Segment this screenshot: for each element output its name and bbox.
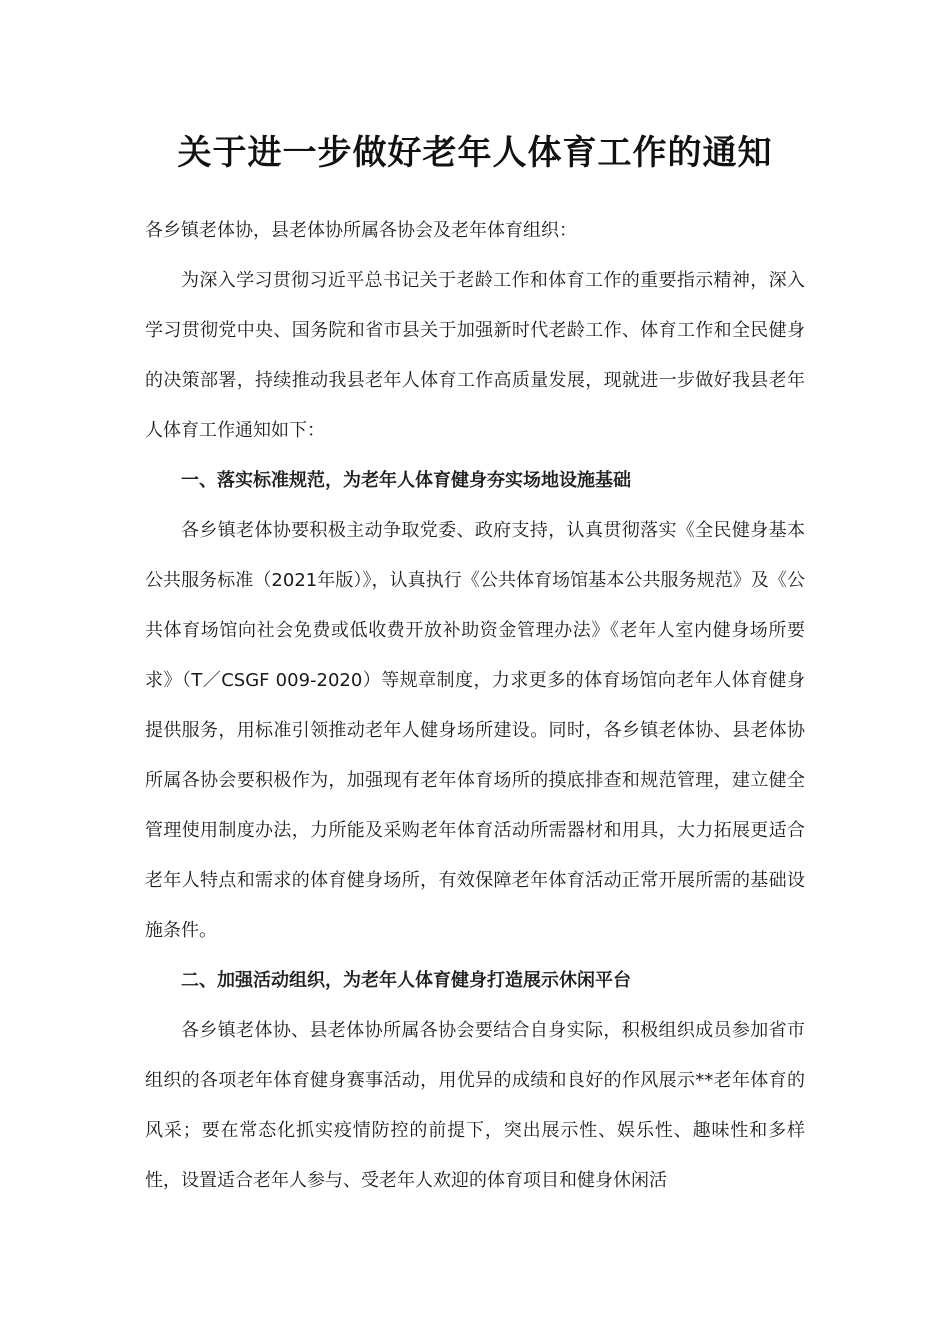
section-body-2: 各乡镇老体协、县老体协所属各协会要结合自身实际，积极组织成员参加省市组织的各项老年体育健身赛事活动，用优异的成绩和良好的作风展示**老年体育的风采；要在常态化抓实疫情防控的前提下，突出展示性、娱乐性、趣味性和多样性，设置适合老年人参与、受老年人欢迎的体育项目和健身休闲活: [145, 1020, 805, 1191]
section-heading-1: 一、落实标准规范，为老年人体育健身夯实场地设施基础: [181, 470, 631, 491]
document-body: [145, 206, 805, 1206]
salutation: 各乡镇老体协，县老体协所属各协会及老年体育组织：: [145, 220, 577, 241]
section-heading-2: 二、加强活动组织，为老年人体育健身打造展示休闲平台: [181, 970, 631, 991]
document-title: 关于进一步做好老年人体育工作的通知: [177, 133, 773, 173]
intro-paragraph: 为深入学习贯彻习近平总书记关于老龄工作和体育工作的重要指示精神，深入学习贯彻党中央、国务院和省市县关于加强新时代老龄工作、体育工作和全民健身的决策部署，持续推动我县老年人体育工作高质量发展，现就进一步做好我县老年人体育工作通知如下：: [145, 270, 805, 441]
section-body-1: 各乡镇老体协要积极主动争取党委、政府支持，认真贯彻落实《全民健身基本公共服务标准（2021年版）》，认真执行《公共体育场馆基本公共服务规范》及《公共体育场馆向社会免费或低收费开放补助资金管理办法》《老年人室内健身场所要求》（T／CSGF 009-2020）等规章制度，力求更多的体育场馆向老年人体育健身提供服务，用标准引领推动老年人健身场所建设。同时，各乡镇老体协、县老体协所属各协会要积极作为，加强现有老年体育场所的摸底排查和规范管理，建立健全管理使用制度办法，力所能及采购老年体育活动所需器材和用具，大力拓展更适合老年人特点和需求的体育健身场所，有效保障老年体育活动正常开展所需的基础设施条件。: [145, 520, 805, 941]
